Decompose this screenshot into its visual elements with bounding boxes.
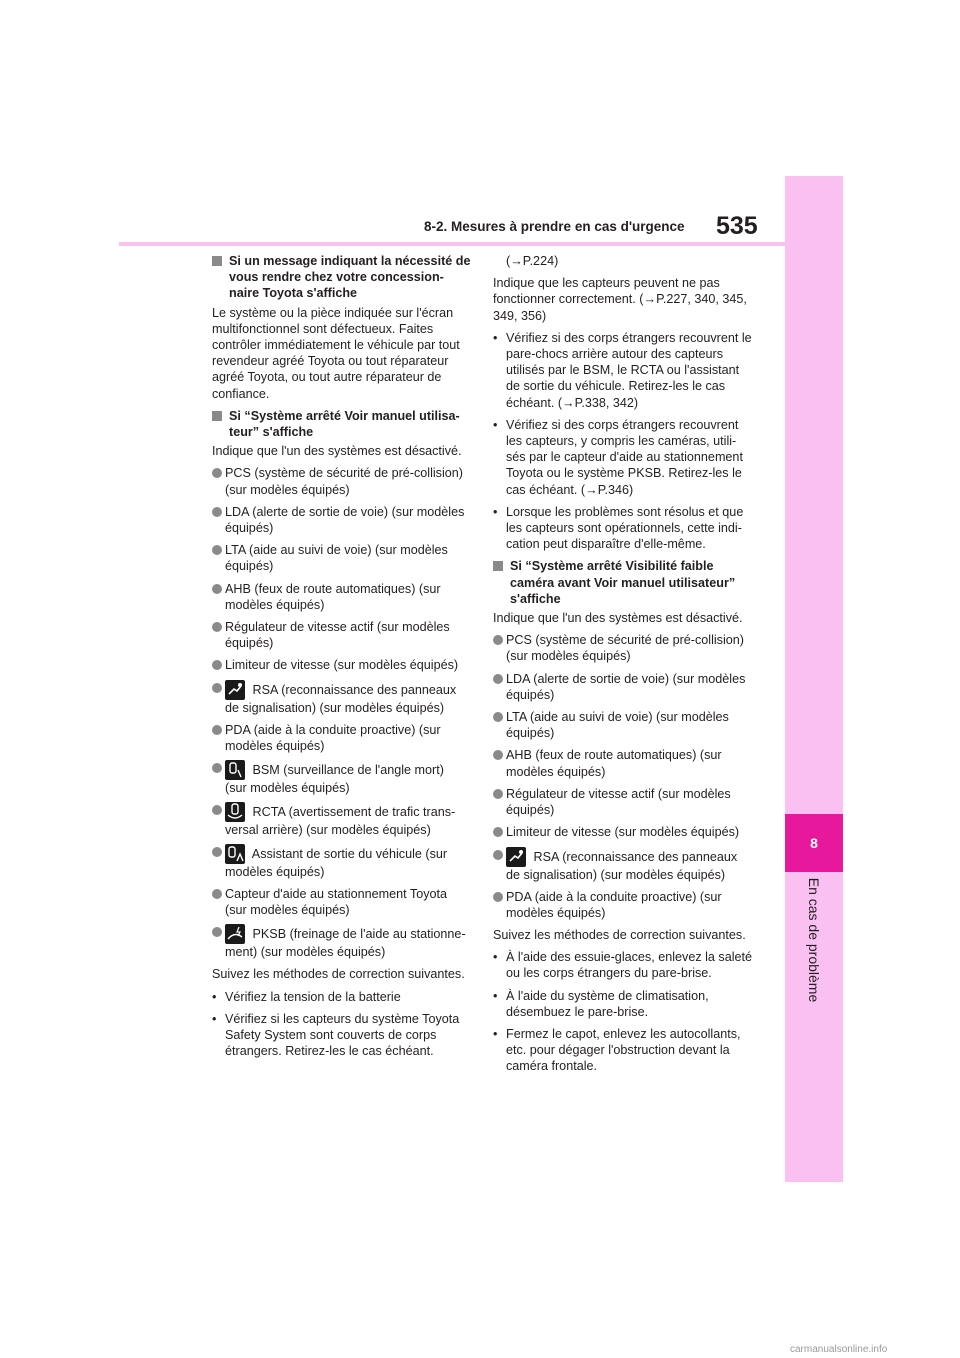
bullet-dot-icon bbox=[212, 507, 222, 517]
paragraph: Suivez les méthodes de correction suivantes. bbox=[212, 967, 465, 982]
dash-bullet-icon: • bbox=[212, 1011, 217, 1026]
bullet-dot-icon bbox=[493, 892, 503, 902]
paragraph: Suivez les méthodes de correction suivantes. bbox=[493, 927, 746, 942]
dash-bullet-icon: • bbox=[493, 988, 498, 1003]
road-sign-icon bbox=[506, 847, 526, 867]
list-item: Régulateur de vitesse actif (sur modèles équipés) bbox=[493, 786, 755, 818]
list-item: • À l'aide des essuie-glaces, enlevez la saleté ou les corps étrangers du pare-brise. bbox=[493, 950, 753, 981]
bullet-dot-icon bbox=[212, 889, 222, 899]
rear-cross-traffic-icon bbox=[225, 802, 245, 822]
list-item: BSM (surveillance de l'angle mort) (sur modèles équipés) bbox=[212, 760, 472, 796]
list-item: Régulateur de vitesse actif (sur modèles équipés) bbox=[212, 619, 472, 651]
bullet-dot-icon bbox=[493, 635, 503, 645]
list-item: AHB (feux de route automatiques) (sur modèles équipés) bbox=[212, 581, 472, 613]
list-item: • Lorsque les problèmes sont résolus et que les capteurs sont opérationnels, cette indi-cation peut disparaître d'elle-même. bbox=[493, 504, 744, 552]
list-item: • À l'aide du système de climatisation, désembuez le pare-brise. bbox=[493, 988, 709, 1019]
list-item: Assistant de sortie du véhicule (sur modèles équipés) bbox=[212, 844, 472, 880]
bullet-dot-icon bbox=[212, 660, 222, 670]
bullet-dot-icon bbox=[212, 468, 222, 478]
bullet-dot-icon bbox=[212, 545, 222, 555]
right-column bbox=[493, 253, 755, 1081]
square-bullet-icon bbox=[212, 411, 222, 421]
bullet-dot-icon bbox=[212, 622, 222, 632]
square-bullet-icon bbox=[212, 256, 222, 266]
list-item: Limiteur de vitesse (sur modèles équipés) bbox=[212, 657, 472, 673]
dash-bullet-icon: • bbox=[212, 989, 217, 1004]
dash-bullet-icon: • bbox=[493, 950, 498, 965]
square-bullet-icon bbox=[493, 561, 503, 571]
list-item: RSA (reconnaissance des panneaux de signalisation) (sur modèles équipés) bbox=[212, 680, 472, 716]
section-title: 8-2. Mesures à prendre en cas d'urgence bbox=[424, 219, 685, 234]
paragraph: Indique que l'un des systèmes est désactivé. bbox=[212, 444, 462, 459]
blind-spot-icon bbox=[225, 760, 245, 780]
list-item: PCS (système de sécurité de pré-collision) (sur modèles équipés) bbox=[493, 632, 755, 664]
paragraph: Le système ou la pièce indiquée sur l'écran multifonctionnel sont défectueux. Faites contrôler immédiatement le véhicule par tout revendeur agréé Toyota ou tout réparateur agréé Toyota, ou tout autre réparateur de confiance. bbox=[212, 305, 460, 401]
list-item: PDA (aide à la conduite proactive) (sur modèles équipés) bbox=[493, 889, 755, 921]
list-item: • Vérifiez si des corps étrangers recouvrent les capteurs, y compris les caméras, utili-sés par le capteur d'aide au stationnement Toyota ou le système PKSB. Retirez-les le cas échéant. (→P.346) bbox=[493, 417, 743, 497]
bullet-dot-icon bbox=[212, 584, 222, 594]
paragraph: Indique que les capteurs peuvent ne pas fonctionner correctement. (→P.227, 340, 345, 349, 356) bbox=[493, 276, 747, 323]
dash-bullet-icon: • bbox=[493, 417, 498, 432]
left-column bbox=[212, 253, 472, 1066]
list-item: PCS (système de sécurité de pré-collision) (sur modèles équipés) bbox=[212, 465, 472, 497]
chapter-side-tab bbox=[785, 176, 843, 1182]
safe-exit-icon bbox=[225, 844, 245, 864]
page-number: 535 bbox=[716, 212, 758, 240]
bullet-dot-icon bbox=[493, 850, 503, 860]
bullet-dot-icon bbox=[493, 750, 503, 760]
list-item: PKSB (freinage de l'aide au stationne- ment) (sur modèles équipés) bbox=[212, 924, 472, 960]
list-item: Limiteur de vitesse (sur modèles équipés) bbox=[493, 824, 755, 840]
bullet-dot-icon bbox=[493, 827, 503, 837]
bullet-dot-icon bbox=[493, 712, 503, 722]
list-item: Capteur d'aide au stationnement Toyota (sur modèles équipés) bbox=[212, 886, 472, 918]
list-item: LTA (aide au suivi de voie) (sur modèles équipés) bbox=[212, 542, 472, 574]
bullet-dot-icon bbox=[212, 725, 222, 735]
chapter-label: En cas de problème bbox=[806, 877, 822, 1003]
parking-brake-icon bbox=[225, 924, 245, 944]
list-item: PDA (aide à la conduite proactive) (sur modèles équipés) bbox=[212, 722, 472, 754]
road-sign-icon bbox=[225, 680, 245, 700]
dash-bullet-icon: • bbox=[493, 330, 498, 345]
list-item: • Vérifiez si des corps étrangers recouvrent le pare-chocs arrière autour des capteurs utilisés par le BSM, le RCTA ou l'assistant de sortie du véhicule. Retirez-les le cas échéant. (→P.338, 342) bbox=[493, 330, 752, 410]
list-item: • Vérifiez si les capteurs du système Toyota Safety System sont couverts de corps étrangers. Retirez-les le cas échéant. bbox=[212, 1011, 460, 1059]
watermark: carmanualsonline.info bbox=[790, 1344, 888, 1355]
list-item: LDA (alerte de sortie de voie) (sur modèles équipés) bbox=[493, 671, 755, 703]
list-item: • Fermez le capot, enlevez les autocollants, etc. pour dégager l'obstruction devant la caméra frontale. bbox=[493, 1026, 741, 1074]
heading-system-stopped: Si “Système arrêté Voir manuel utilisa-teur” s'affiche bbox=[212, 408, 472, 440]
list-item: RSA (reconnaissance des panneaux de signalisation) (sur modèles équipés) bbox=[493, 847, 755, 883]
header-rule bbox=[119, 242, 785, 246]
bullet-dot-icon bbox=[212, 927, 222, 937]
heading-low-visibility: Si “Système arrêté Visibilité faible caméra avant Voir manuel utilisateur” s'affiche bbox=[493, 558, 755, 607]
chapter-number: 8 bbox=[785, 814, 843, 872]
bullet-dot-icon bbox=[212, 683, 222, 693]
bullet-dot-icon bbox=[212, 847, 222, 857]
list-item: LTA (aide au suivi de voie) (sur modèles équipés) bbox=[493, 709, 755, 741]
page-reference: (→P.224) bbox=[506, 254, 559, 268]
dash-bullet-icon: • bbox=[493, 504, 498, 519]
list-item: RCTA (avertissement de trafic trans- versal arrière) (sur modèles équipés) bbox=[212, 802, 472, 838]
list-item: LDA (alerte de sortie de voie) (sur modèles équipés) bbox=[212, 504, 472, 536]
bullet-dot-icon bbox=[212, 763, 222, 773]
bullet-dot-icon bbox=[493, 789, 503, 799]
paragraph: Indique que l'un des systèmes est désactivé. bbox=[493, 611, 743, 626]
heading-dealer-message: Si un message indiquant la nécessité de vous rendre chez votre concession-naire Toyota s'affiche bbox=[212, 253, 472, 302]
bullet-dot-icon bbox=[493, 674, 503, 684]
list-item: • Vérifiez la tension de la batterie bbox=[212, 989, 401, 1004]
bullet-dot-icon bbox=[212, 805, 222, 815]
list-item: AHB (feux de route automatiques) (sur modèles équipés) bbox=[493, 747, 755, 779]
dash-bullet-icon: • bbox=[493, 1026, 498, 1041]
